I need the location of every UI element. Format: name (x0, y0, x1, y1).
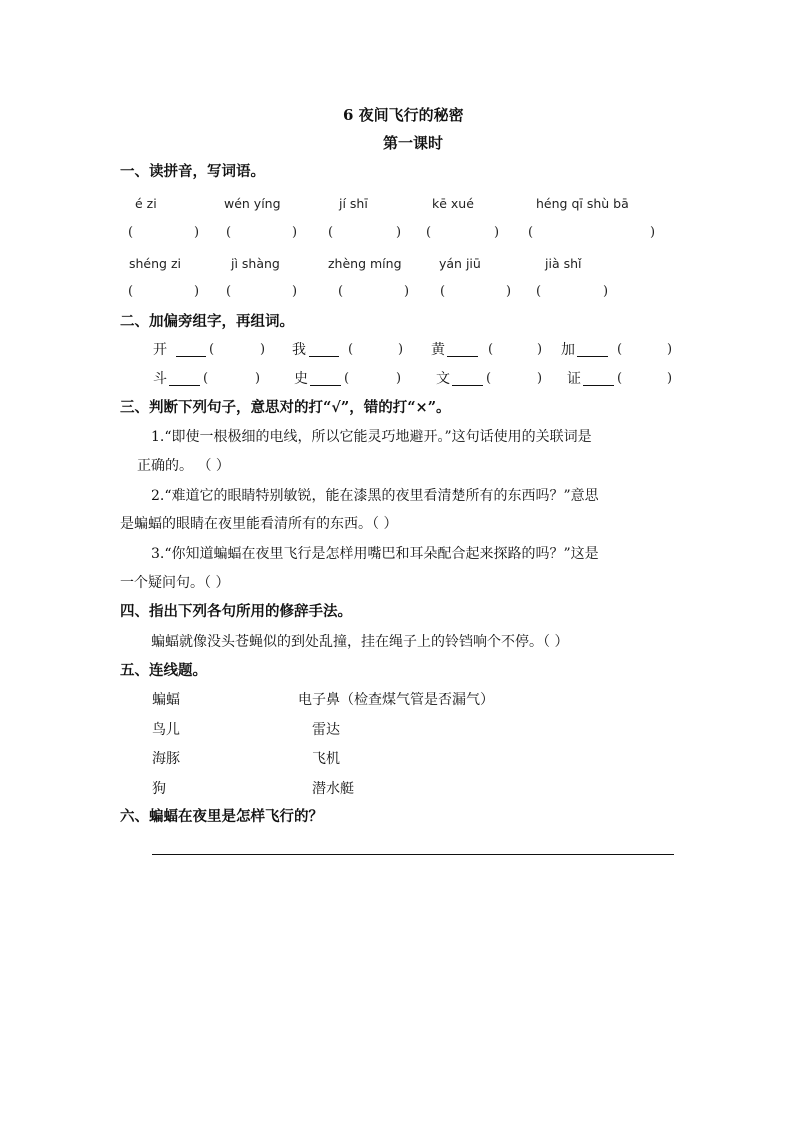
radical-char: 证 (567, 371, 581, 387)
paren-open: ( (226, 284, 232, 299)
pinyin-9: yán jiū (439, 256, 481, 271)
match-right-item: 潜水艇 (312, 781, 354, 797)
pinyin-2: wén yíng (224, 196, 281, 211)
paren-open: ( (344, 371, 350, 386)
paren-close: ) (260, 342, 266, 357)
paren-open: ( (128, 225, 134, 240)
paren-close: ) (398, 342, 404, 357)
paren-open: ( (209, 342, 215, 357)
question-1-line-1: 1.“即使一根极细的电线，所以它能灵巧地避开。”这句话使用的关联词是 (151, 429, 592, 445)
paren-open: ( (617, 342, 623, 357)
match-right-item: 电子鼻（检查煤气管是否漏气） (298, 692, 494, 708)
pinyin-8: zhèng míng (328, 256, 402, 271)
answer-line (152, 854, 674, 855)
match-left-item: 海豚 (152, 751, 180, 767)
radical-char: 史 (294, 371, 308, 387)
radical-blank (452, 385, 483, 386)
pinyin-5: héng qī shù bā (536, 196, 629, 211)
match-right-item: 飞机 (312, 751, 340, 767)
paren-open: ( (617, 371, 623, 386)
page-subtitle: 第一课时 (383, 134, 444, 152)
radical-blank (577, 356, 608, 357)
pinyin-4: kē xué (432, 196, 474, 211)
radical-blank (176, 356, 206, 357)
paren-close: ) (255, 371, 261, 386)
paren-close: ) (396, 225, 402, 240)
paren-close: ) (537, 371, 543, 386)
radical-char: 黄 (431, 342, 445, 358)
paren-close: ) (667, 342, 673, 357)
paren-close: ) (667, 371, 673, 386)
page-title: 6 夜间飞行的秘密 (343, 106, 464, 124)
question-3-line-2: 一个疑问句。（ ） (120, 575, 230, 591)
paren-close: ) (396, 371, 402, 386)
paren-close: ) (494, 225, 500, 240)
match-right-item: 雷达 (312, 722, 340, 738)
rhetoric-sentence: 蝙蝠就像没头苍蝇似的到处乱撞，挂在绳子上的铃铛响个不停。（ ） (151, 634, 569, 650)
pinyin-3: jí shī (339, 196, 368, 211)
paren-open: ( (338, 284, 344, 299)
section-5-heading: 五、连线题。 (120, 662, 207, 679)
radical-char: 我 (292, 342, 306, 358)
radical-char: 文 (436, 371, 450, 387)
radical-char: 斗 (153, 371, 167, 387)
paren-close: ) (404, 284, 410, 299)
paren-open: ( (536, 284, 542, 299)
question-2-line-2: 是蝙蝠的眼睛在夜里能看清所有的东西。（ ） (120, 516, 398, 532)
paren-open: ( (528, 225, 534, 240)
paren-close: ) (506, 284, 512, 299)
paren-close: ) (194, 284, 200, 299)
match-left-item: 蝙蝠 (152, 692, 180, 708)
radical-blank (583, 385, 614, 386)
paren-close: ) (650, 225, 656, 240)
paren-open: ( (440, 284, 446, 299)
radical-char: 开 (153, 342, 167, 358)
paren-close: ) (292, 225, 298, 240)
radical-blank (310, 385, 341, 386)
paren-open: ( (128, 284, 134, 299)
radical-blank (447, 356, 478, 357)
section-3-heading: 三、判断下列句子，意思对的打“√”，错的打“×”。 (120, 399, 451, 416)
section-1-heading: 一、读拼音，写词语。 (120, 163, 265, 180)
pinyin-10: jià shǐ (545, 256, 582, 271)
paren-close: ) (537, 342, 543, 357)
paren-open: ( (226, 225, 232, 240)
paren-open: ( (426, 225, 432, 240)
match-left-item: 鸟儿 (152, 722, 180, 738)
radical-blank (309, 356, 339, 357)
question-2-line-1: 2.“难道它的眼睛特别敏锐，能在漆黑的夜里看清楚所有的东西吗？”意思 (151, 488, 599, 504)
paren-close: ) (292, 284, 298, 299)
section-2-heading: 二、加偏旁组字，再组词。 (120, 313, 294, 330)
question-1-line-2: 正确的。 （ ） (137, 458, 230, 474)
question-3-line-1: 3.“你知道蝙蝠在夜里飞行是怎样用嘴巴和耳朵配合起来探路的吗？”这是 (151, 546, 599, 562)
paren-open: ( (486, 371, 492, 386)
pinyin-6: shéng zi (129, 256, 181, 271)
match-left-item: 狗 (152, 781, 166, 797)
paren-close: ) (603, 284, 609, 299)
paren-open: ( (348, 342, 354, 357)
section-4-heading: 四、指出下列各句所用的修辞手法。 (120, 603, 352, 620)
paren-open: ( (203, 371, 209, 386)
section-6-heading: 六、蝙蝠在夜里是怎样飞行的？ (120, 808, 323, 825)
pinyin-7: jì shàng (231, 256, 280, 271)
radical-char: 加 (561, 342, 575, 358)
paren-open: ( (328, 225, 334, 240)
paren-close: ) (194, 225, 200, 240)
paren-open: ( (488, 342, 494, 357)
pinyin-1: é zi (135, 196, 157, 211)
radical-blank (169, 385, 200, 386)
